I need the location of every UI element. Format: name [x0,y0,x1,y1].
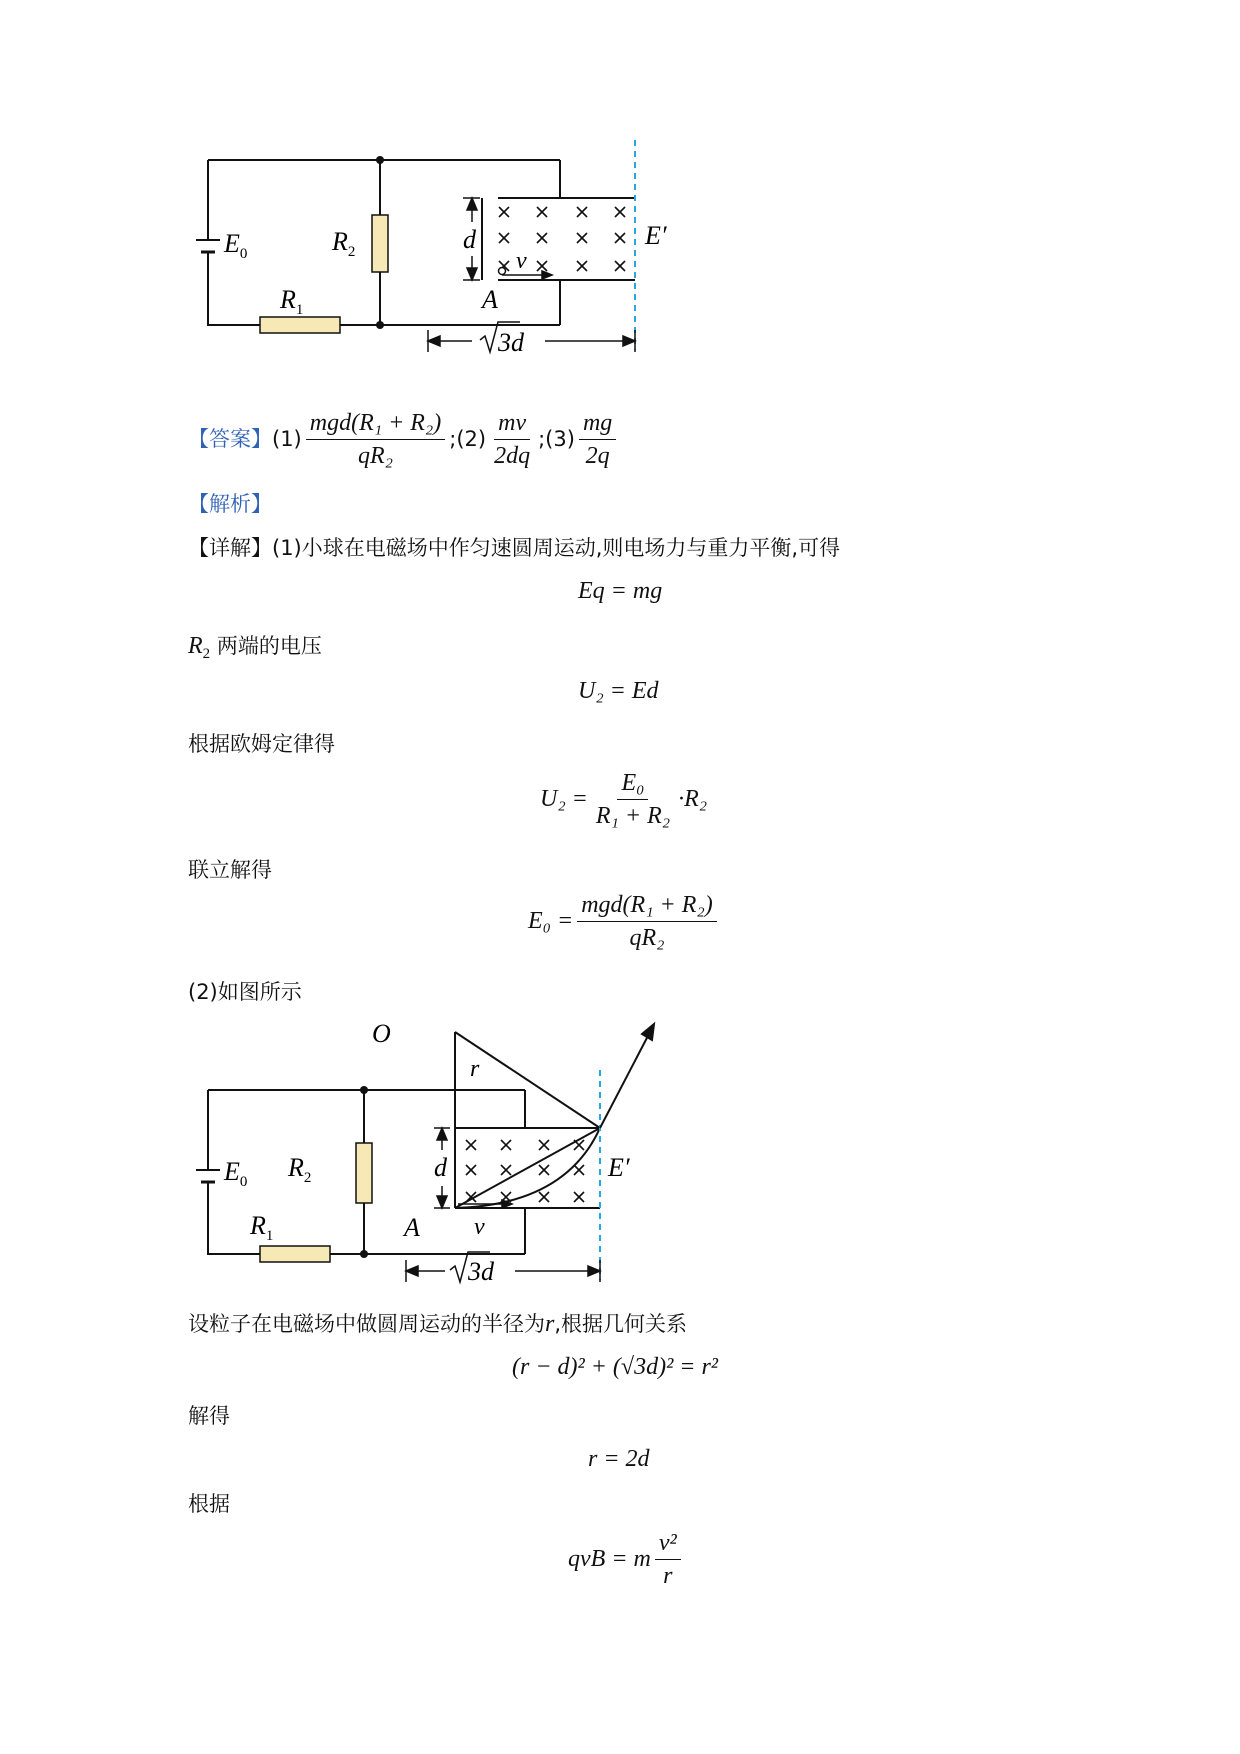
analysis-tag: 【解析】 [188,492,272,516]
answer-part1-label: (1) [272,427,302,452]
width-dimension-arrow-2 [406,1252,600,1282]
detail-line-6: 设粒子在电磁场中做圆周运动的半径为r,根据几何关系 [188,1311,688,1337]
fig1-e0-label: $E_0$ [224,229,248,262]
fig2-e0-label: $E_0$ [224,1157,248,1190]
fig1-d-label: d [463,225,476,254]
fig1-width-label: 3d [498,328,524,357]
answer-part2-fraction: $\frac{mv}{2dq}$ [494,410,531,470]
answer-part1-fraction: $\frac{\text{mgd(R₁ + R₂)}}{\text{qR₂}}$ [302,410,450,470]
equation-eq-mg: Eq = mg [578,578,663,604]
fig1-eprime-label: E′ [645,221,667,250]
fig2-eprime-label: E′ [608,1153,630,1182]
fig2-r1-label: $R_1$ [250,1211,274,1244]
detail-line-3: 根据欧姆定律得 [188,732,335,756]
exit-velocity-arrow [600,1024,654,1128]
width-dimension-arrow [428,322,635,352]
detail-line-5: (2)如图所示 [188,980,302,1004]
detail-line-4: 联立解得 [188,858,272,882]
fig2-v-label: v [474,1214,485,1240]
circuit-figure-1 [180,140,700,400]
equation-ohms-law: U₂ = $\frac{\text{E₀}}{\text{R₁ + R₂}}$ ·R₂ [540,770,708,830]
resistor-r1-fig2 [260,1246,330,1262]
equation-u2-ed: U₂ = Ed [578,678,659,704]
answer-part2-label: ;(2) [449,427,487,452]
equation-geometry: (r − d)² + (√3d)² = r² [512,1354,718,1380]
answer-part3-fraction: $\frac{mg}{2q}$ [575,410,620,470]
fig2-r2-label: $R_2$ [288,1153,312,1186]
fig1-r1-label: $R_1$ [280,285,304,318]
detail-line-2: $R_2$ 两端的电压 [188,633,322,662]
equation-lorentz: qvB = m $\frac{\text{v²}}{r}$ [568,1530,685,1590]
fig2-a-label: A [404,1213,420,1242]
resistor-r2-fig2 [356,1143,372,1203]
detail-line-1: 【详解】(1)小球在电磁场中作匀速圆周运动,则电场力与重力平衡,可得 [188,536,841,560]
fig2-width-label: 3d [468,1257,494,1286]
fig1-a-label: A [482,285,498,314]
detail-line-8: 根据 [188,1492,230,1516]
resistor-r1 [260,317,340,333]
answer-tag: 【答案】 [188,427,272,452]
answer-part3-label: ;(3) [538,427,575,452]
answer-line [188,410,620,470]
fig2-r-label: r [470,1056,480,1082]
equation-r-2d: r = 2d [588,1446,650,1472]
fig1-r2-label: $R_2$ [332,227,356,260]
fig2-d-label: d [434,1153,447,1182]
equation-e0-result: E₀ = $\frac{\text{mgd(R₁ + R₂)}}{\text{qR₂}}$ [528,892,721,952]
circuit-figure-2 [180,1010,700,1300]
fig1-v-label: v [516,248,527,274]
fig2-o-label: O [372,1019,391,1048]
detail-line-7: 解得 [188,1404,230,1428]
resistor-r2 [372,215,388,272]
